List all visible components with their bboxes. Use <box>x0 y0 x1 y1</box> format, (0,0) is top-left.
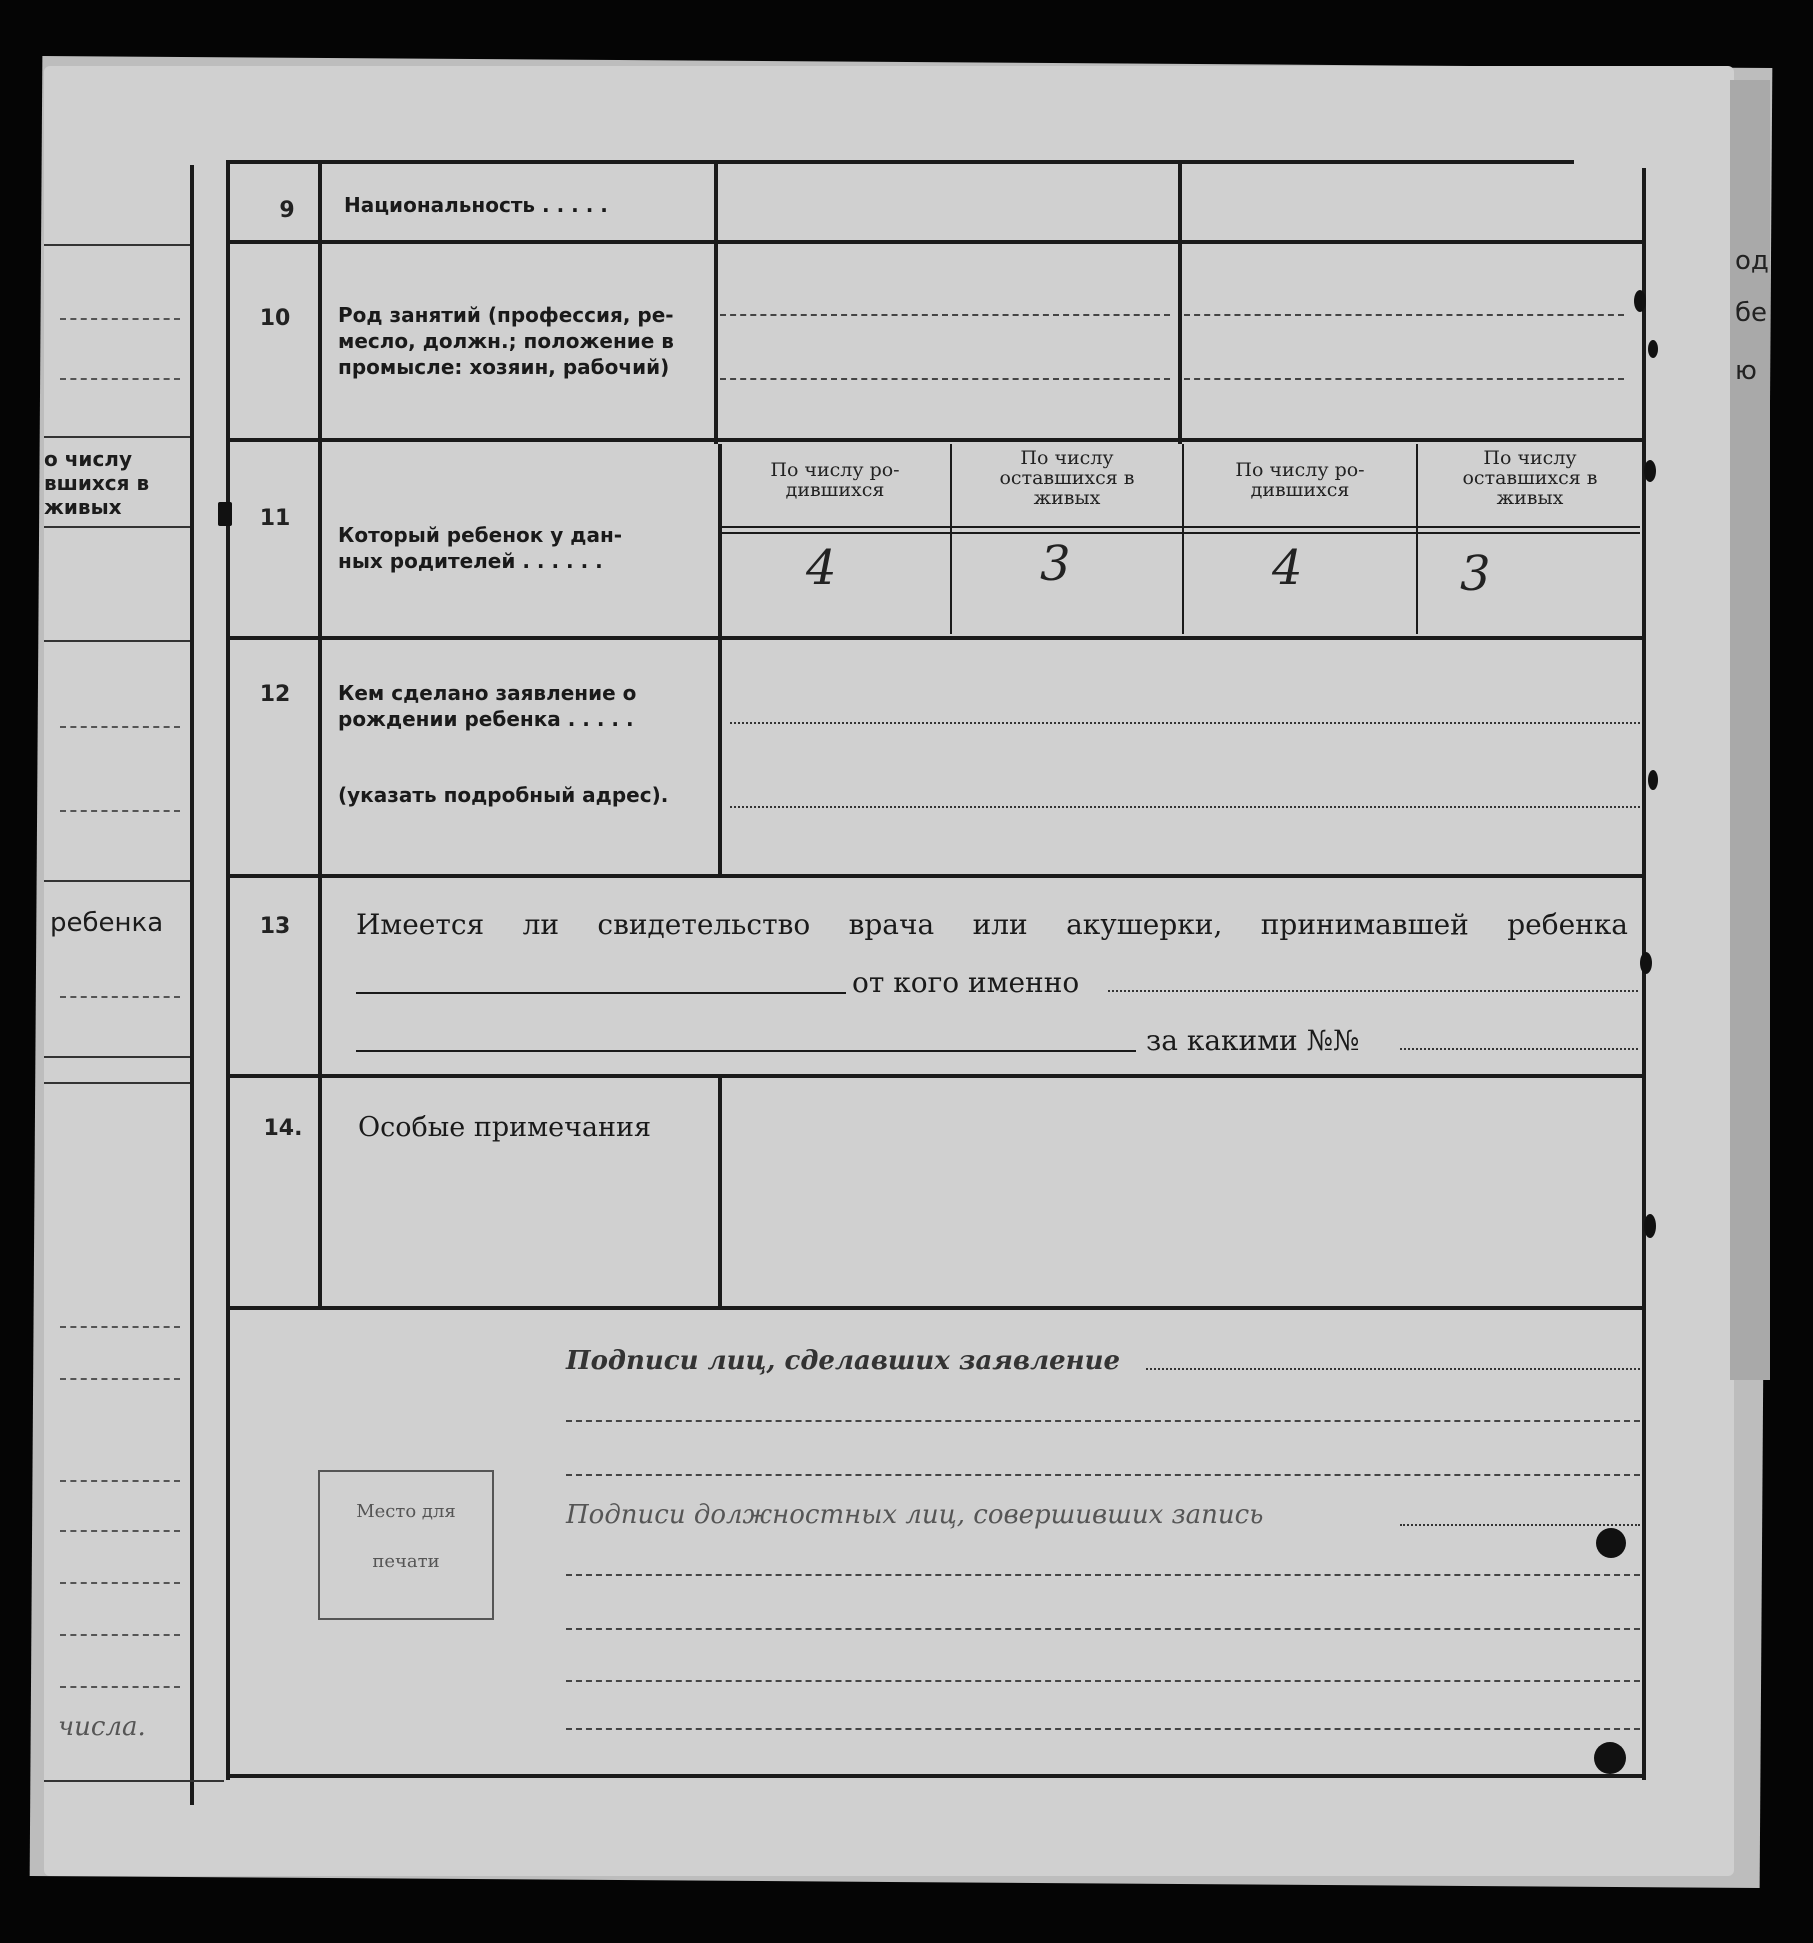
entry-line <box>720 314 1170 316</box>
field-label-declarant: Кем сделано заявление о <box>338 681 637 705</box>
left-strip-line <box>60 1582 180 1584</box>
left-strip-line <box>44 436 190 438</box>
binding-mark <box>218 502 232 526</box>
signature-line <box>1400 1524 1640 1526</box>
left-strip-text: о числу <box>44 447 132 471</box>
left-strip-line <box>60 996 180 998</box>
entry-line <box>730 806 1640 808</box>
value-column-divider <box>1178 160 1182 444</box>
field-label-occupation: месло, должн.; положение в <box>338 329 674 353</box>
field-label-child-order: Который ребенок у дан- <box>338 523 623 547</box>
sub-column-divider <box>950 444 952 634</box>
field-label-address: (указать подробный адрес). <box>338 783 669 807</box>
right-strip-frag: од <box>1735 246 1769 276</box>
binding-mark <box>1648 770 1658 790</box>
left-strip-line <box>44 880 190 882</box>
row-separator <box>226 1074 1646 1078</box>
handwritten-value: 3 <box>1040 536 1071 592</box>
num-column-divider <box>318 160 322 1308</box>
left-strip-line <box>44 1780 224 1782</box>
row-separator <box>226 636 1646 640</box>
left-strip-border <box>190 165 194 1805</box>
left-strip-line <box>60 378 180 380</box>
label-column-divider <box>718 444 722 874</box>
row-separator <box>226 874 1646 878</box>
left-strip-line <box>60 1530 180 1532</box>
entry-line <box>1184 378 1624 380</box>
stamp-text: Место для <box>356 1501 456 1522</box>
handwritten-value: 3 <box>1460 546 1491 602</box>
form-right-border <box>1642 168 1646 1780</box>
ink-blot <box>1594 1742 1626 1774</box>
sub-column-divider <box>1416 444 1418 634</box>
handwritten-value: 4 <box>806 540 837 596</box>
binding-mark <box>1644 1214 1656 1238</box>
signature-line <box>566 1628 1640 1630</box>
row-number: 12 <box>259 682 291 707</box>
row-number: 13 <box>259 914 291 939</box>
left-strip-line <box>60 726 180 728</box>
signature-line <box>566 1574 1640 1576</box>
entry-line <box>720 378 1170 380</box>
row-number: 10 <box>259 306 291 331</box>
sub-header-line <box>720 532 1640 534</box>
binding-mark <box>1648 340 1658 358</box>
left-strip-text: живых <box>44 495 122 519</box>
signature-line <box>1146 1368 1640 1370</box>
sub-header-line <box>720 526 1640 528</box>
sub-header-alive: По числу оставшихся в живых <box>999 447 1135 509</box>
left-strip-line <box>60 318 180 320</box>
entry-line <box>1184 314 1624 316</box>
handwritten-value: 4 <box>1272 540 1303 596</box>
entry-line <box>356 1050 1136 1052</box>
binding-mark <box>1640 952 1652 974</box>
entry-line <box>1108 990 1638 992</box>
left-strip-line <box>60 1378 180 1380</box>
left-strip-line <box>44 244 190 246</box>
signature-line <box>566 1680 1640 1682</box>
signature-line <box>566 1474 1640 1476</box>
certificate-from-label: от кого именно <box>852 966 1080 999</box>
form-bottom-border <box>226 1774 1646 1778</box>
signature-line <box>566 1728 1640 1730</box>
left-strip-line <box>60 1480 180 1482</box>
row-separator <box>226 1306 1646 1310</box>
row-number: 9 <box>279 198 295 223</box>
sub-column-divider <box>1182 444 1184 634</box>
sub-header-born: По числу ро- дившихся <box>1235 459 1365 501</box>
certificate-question: Имеется ли свидетельство врача или акушерки, принимавшей ребенка <box>356 908 1628 941</box>
officials-signature-label: Подписи должностных лиц, совершивших запись <box>566 1500 1264 1530</box>
left-strip-line <box>44 1082 190 1084</box>
stamp-text: печати <box>372 1551 440 1572</box>
field-label-occupation: Род занятий (профессия, ре- <box>338 303 674 327</box>
left-strip-text: ребенка <box>50 908 164 938</box>
stamp-placeholder <box>318 1470 494 1620</box>
binding-mark <box>1644 460 1656 482</box>
field-label-child-order: ных родителей . . . . . . <box>338 549 603 573</box>
field-label-nationality: Национальность . . . . . <box>344 193 608 217</box>
row-number: 14. <box>263 1116 303 1141</box>
row-separator <box>226 438 1646 442</box>
left-strip-line <box>60 810 180 812</box>
left-strip-line <box>44 526 190 528</box>
row-number: 11 <box>259 506 291 531</box>
right-strip-frag: бе <box>1735 298 1768 328</box>
label-column-divider <box>718 1078 722 1308</box>
left-strip-line <box>44 1056 190 1058</box>
certificate-numbers-label: за какими №№ <box>1146 1024 1360 1057</box>
binding-mark <box>1634 290 1646 312</box>
field-label-remarks: Особые примечания <box>358 1112 652 1143</box>
right-strip-frag: ю <box>1735 356 1757 386</box>
sub-header-born: По числу ро- дившихся <box>770 459 900 501</box>
left-strip-text: числа. <box>58 1712 146 1742</box>
entry-line <box>1400 1048 1638 1050</box>
field-label-occupation: промысле: хозяин, рабочий) <box>338 355 670 379</box>
ink-blot <box>1596 1528 1626 1558</box>
sub-header-alive: По числу оставшихся в живых <box>1462 447 1598 509</box>
left-strip-line <box>60 1634 180 1636</box>
form-left-border <box>226 160 230 1780</box>
form-top-border <box>228 160 1574 164</box>
entry-line <box>730 722 1640 724</box>
field-label-declarant: рождении ребенка . . . . . <box>338 707 634 731</box>
left-strip-line <box>44 640 190 642</box>
applicants-signature-label: Подписи лиц, сделавших заявление <box>566 1346 1121 1376</box>
left-strip-line <box>60 1326 180 1328</box>
label-column-divider <box>714 160 718 444</box>
left-strip-text: вшихся в <box>44 471 150 495</box>
signature-line <box>566 1420 1640 1422</box>
entry-line <box>356 992 846 994</box>
left-strip-line <box>60 1686 180 1688</box>
row-separator <box>226 240 1646 244</box>
